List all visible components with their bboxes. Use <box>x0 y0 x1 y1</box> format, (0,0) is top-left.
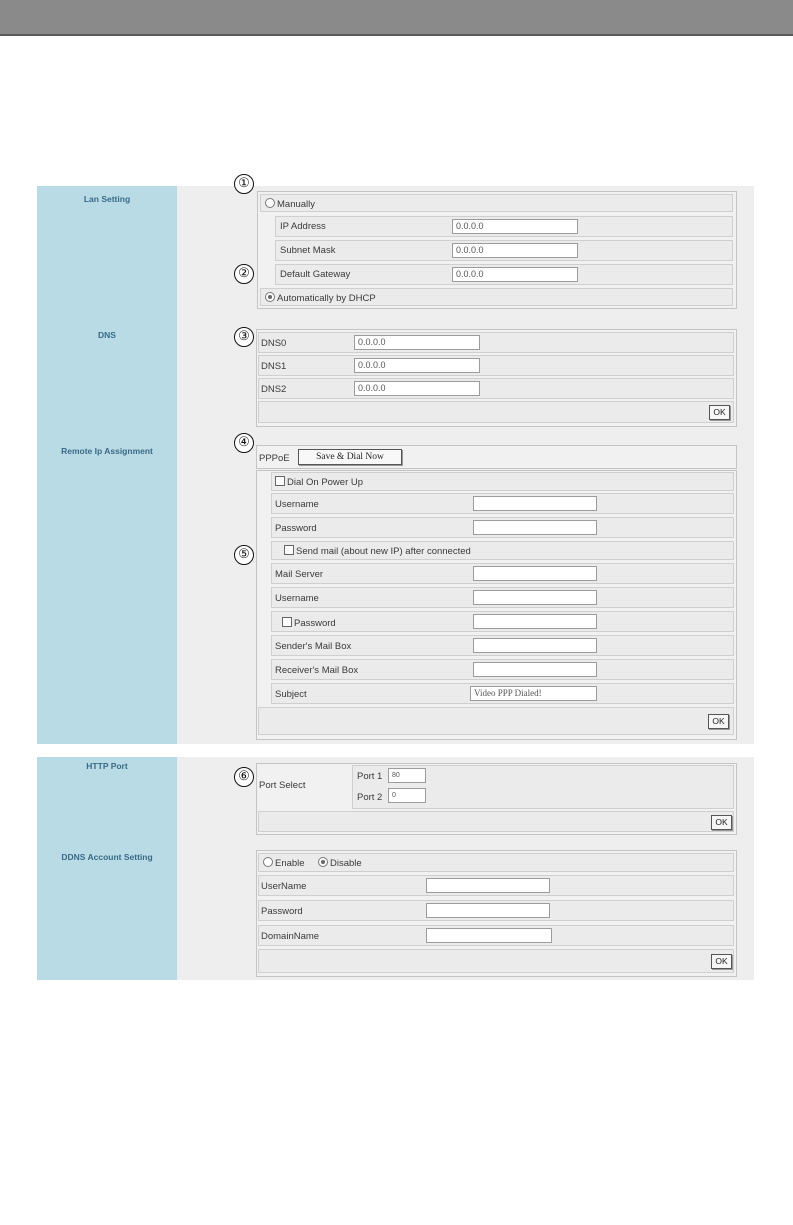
ddns-enable-label: Enable <box>275 858 305 869</box>
manually-row <box>260 194 733 212</box>
ports-cell <box>352 765 734 809</box>
pppoe-ok-row <box>258 707 734 735</box>
save-dial-now-button[interactable]: Save & Dial Now <box>298 449 402 465</box>
network-settings-panel <box>37 186 754 744</box>
pppoe-ok-button[interactable]: OK <box>708 714 729 729</box>
pppoe-settings-box <box>256 470 737 740</box>
http-ok-row <box>258 811 734 832</box>
subject-row <box>271 683 734 704</box>
callout-5: ⑤ <box>234 545 254 565</box>
mail-username-input[interactable] <box>473 590 597 605</box>
dns1-label: DNS1 <box>261 361 287 372</box>
receiver-mailbox-input[interactable] <box>473 662 597 677</box>
sender-mailbox-row <box>271 635 734 656</box>
default-gateway-row <box>275 264 733 285</box>
settings-nav-column-2 <box>37 757 177 980</box>
nav-dns: DNS <box>98 330 116 340</box>
top-banner <box>0 0 793 36</box>
port-select-label: Port Select <box>259 780 306 791</box>
ddns-password-label: Password <box>261 906 303 917</box>
ddns-domain-row <box>258 925 734 946</box>
ddns-ok-row <box>258 949 734 973</box>
mail-password-label: Password <box>294 618 336 629</box>
ddns-username-row <box>258 875 734 896</box>
port1-input[interactable]: 80 <box>388 768 426 783</box>
callout-3: ③ <box>234 327 254 347</box>
ip-address-input[interactable]: 0.0.0.0 <box>452 219 578 234</box>
subnet-mask-input[interactable]: 0.0.0.0 <box>452 243 578 258</box>
pppoe-password-label: Password <box>275 523 317 534</box>
http-ok-button[interactable]: OK <box>711 815 732 830</box>
callout-6: ⑥ <box>234 767 254 787</box>
subnet-mask-label: Subnet Mask <box>280 245 336 256</box>
dns-box <box>256 329 737 427</box>
dhcp-row <box>260 288 733 306</box>
mail-password-input[interactable] <box>473 614 597 629</box>
ddns-password-row <box>258 900 734 921</box>
receiver-mailbox-row <box>271 659 734 680</box>
send-mail-wrap[interactable] <box>284 545 471 557</box>
pppoe-label: PPPoE <box>259 453 290 464</box>
nav-remote-ip-assignment: Remote Ip Assignment <box>61 446 153 456</box>
manually-radio[interactable] <box>265 198 275 208</box>
dns-ok-row <box>258 401 734 423</box>
port2-label: Port 2 <box>357 792 383 803</box>
ddns-username-input[interactable] <box>426 878 550 893</box>
sender-mailbox-label: Sender's Mail Box <box>275 641 352 652</box>
ddns-domain-label: DomainName <box>261 931 320 942</box>
send-mail-label: Send mail (about new IP) after connected <box>296 546 471 557</box>
dns0-label: DNS0 <box>261 338 287 349</box>
pppoe-password-row <box>271 517 734 538</box>
ip-address-row <box>275 216 733 237</box>
mail-username-row <box>271 587 734 608</box>
mail-password-wrap[interactable] <box>282 617 336 629</box>
dhcp-radio-wrap[interactable] <box>265 292 376 304</box>
mail-username-label: Username <box>275 593 319 604</box>
mail-server-row <box>271 563 734 584</box>
subject-input[interactable]: Video PPP Dialed! <box>470 686 597 701</box>
ddns-box <box>256 850 737 977</box>
pppoe-username-row <box>271 493 734 514</box>
mail-password-checkbox[interactable] <box>282 617 292 627</box>
ddns-username-label: UserName <box>261 881 307 892</box>
dns0-input[interactable]: 0.0.0.0 <box>354 335 480 350</box>
port2-input[interactable]: 0 <box>388 788 426 803</box>
pppoe-username-label: Username <box>275 499 319 510</box>
receiver-mailbox-label: Receiver's Mail Box <box>275 665 359 676</box>
port-ddns-panel <box>37 757 754 980</box>
mail-password-row <box>271 611 734 632</box>
port1-label: Port 1 <box>357 771 383 782</box>
callout-2: ② <box>234 264 254 284</box>
http-port-box <box>256 763 737 835</box>
settings-nav-column <box>37 186 177 744</box>
pppoe-password-input[interactable] <box>473 520 597 535</box>
dns2-row <box>258 378 734 399</box>
dns2-input[interactable]: 0.0.0.0 <box>354 381 480 396</box>
ddns-password-input[interactable] <box>426 903 550 918</box>
dhcp-radio[interactable] <box>265 292 275 302</box>
ddns-disable-radio[interactable] <box>318 857 328 867</box>
dial-on-power-label: Dial On Power Up <box>287 477 364 488</box>
ddns-enable-radio[interactable] <box>263 857 273 867</box>
callout-1: ① <box>234 174 254 194</box>
nav-http-port: HTTP Port <box>86 761 128 771</box>
manually-label: Manually <box>277 199 316 210</box>
ddns-disable-label: Disable <box>330 858 362 869</box>
ddns-ok-button[interactable]: OK <box>711 954 732 969</box>
dns1-input[interactable]: 0.0.0.0 <box>354 358 480 373</box>
ip-address-label: IP Address <box>280 221 326 232</box>
sender-mailbox-input[interactable] <box>473 638 597 653</box>
send-mail-checkbox[interactable] <box>284 545 294 555</box>
send-mail-row <box>271 541 734 560</box>
mail-server-input[interactable] <box>473 566 597 581</box>
subject-label: Subject <box>275 689 307 700</box>
dns0-row <box>258 332 734 353</box>
callout-4: ④ <box>234 433 254 453</box>
dial-on-power-wrap[interactable] <box>275 476 363 488</box>
nav-ddns-account-setting: DDNS Account Setting <box>61 852 153 862</box>
dial-on-power-checkbox[interactable] <box>275 476 285 486</box>
ddns-domain-input[interactable] <box>426 928 552 943</box>
ddns-enable-row <box>258 853 734 872</box>
dial-on-power-row <box>271 472 734 491</box>
subnet-mask-row <box>275 240 733 261</box>
ddns-enable-wrap[interactable] <box>263 857 305 869</box>
dns2-label: DNS2 <box>261 384 287 395</box>
pppoe-header-box <box>256 445 737 469</box>
dns-ok-button[interactable]: OK <box>709 405 730 420</box>
lan-setting-box <box>257 191 737 309</box>
mail-server-label: Mail Server <box>275 569 324 580</box>
dhcp-label: Automatically by DHCP <box>277 293 376 304</box>
nav-lan-setting: Lan Setting <box>83 194 131 204</box>
dns1-row <box>258 355 734 376</box>
manually-radio-wrap[interactable] <box>265 198 315 210</box>
ddns-disable-wrap[interactable] <box>318 857 362 869</box>
default-gateway-input[interactable]: 0.0.0.0 <box>452 267 578 282</box>
default-gateway-label: Default Gateway <box>280 269 351 280</box>
pppoe-username-input[interactable] <box>473 496 597 511</box>
